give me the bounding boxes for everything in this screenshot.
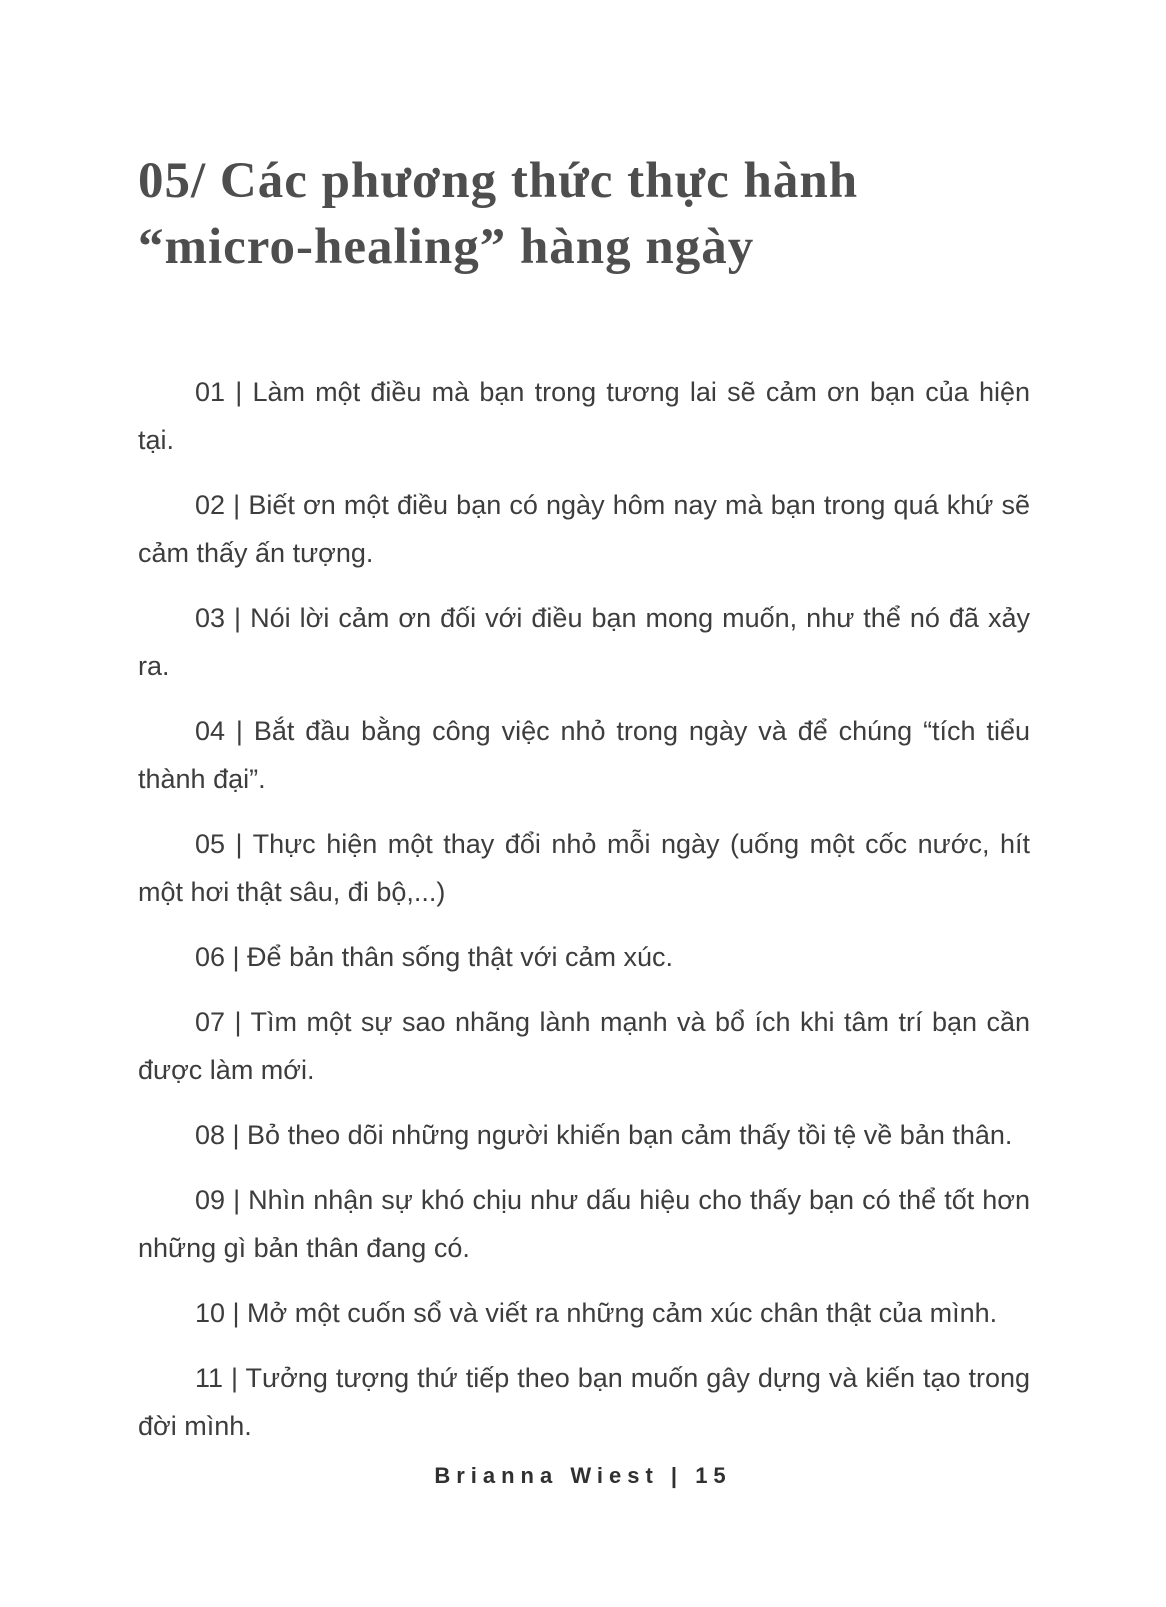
list-item-10: 10 | Mở một cuốn sổ và viết ra những cảm xúc chân thật của mình. [195, 1298, 998, 1328]
list-item-06: 06 | Để bản thân sống thật với cảm xúc. [195, 942, 673, 972]
list-item-09: 09 | Nhìn nhận sự khó chịu như dấu hiệu cho thấy bạn có thể tốt hơn những gì bản thân đang có. [138, 1185, 1030, 1263]
list-item-03: 03 | Nói lời cảm ơn đối với điều bạn mong muốn, như thể nó đã xảy ra. [138, 603, 1030, 681]
list-item-01: 01 | Làm một điều mà bạn trong tương lai sẽ cảm ơn bạn của hiện tại. [138, 377, 1030, 455]
chapter-title [138, 148, 1030, 280]
list-item-02: 02 | Biết ơn một điều bạn có ngày hôm nay mà bạn trong quá khứ sẽ cảm thấy ấn tượng. [138, 490, 1030, 568]
list-item-11: 11 | Tưởng tượng thứ tiếp theo bạn muốn gây dựng và kiến tạo trong đời mình. [138, 1363, 1030, 1441]
chapter-title-line2: “micro-healing” hàng ngày [138, 219, 755, 275]
practice-list [138, 368, 1030, 1450]
list-item-04: 04 | Bắt đầu bằng công việc nhỏ trong ngày và để chúng “tích tiểu thành đại”. [138, 716, 1030, 794]
list-item-08: 08 | Bỏ theo dõi những người khiến bạn cảm thấy tồi tệ về bản thân. [195, 1120, 1013, 1150]
list-item-05: 05 | Thực hiện một thay đổi nhỏ mỗi ngày (uống một cốc nước, hít một hơi thật sâu, đi bộ,...) [138, 829, 1030, 907]
chapter-title-line1: 05/ Các phương thức thực hành [138, 153, 859, 209]
page-footer: Brianna Wiest | 15 [434, 1463, 732, 1488]
list-item-07: 07 | Tìm một sự sao nhãng lành mạnh và bổ ích khi tâm trí bạn cần được làm mới. [138, 1007, 1030, 1085]
